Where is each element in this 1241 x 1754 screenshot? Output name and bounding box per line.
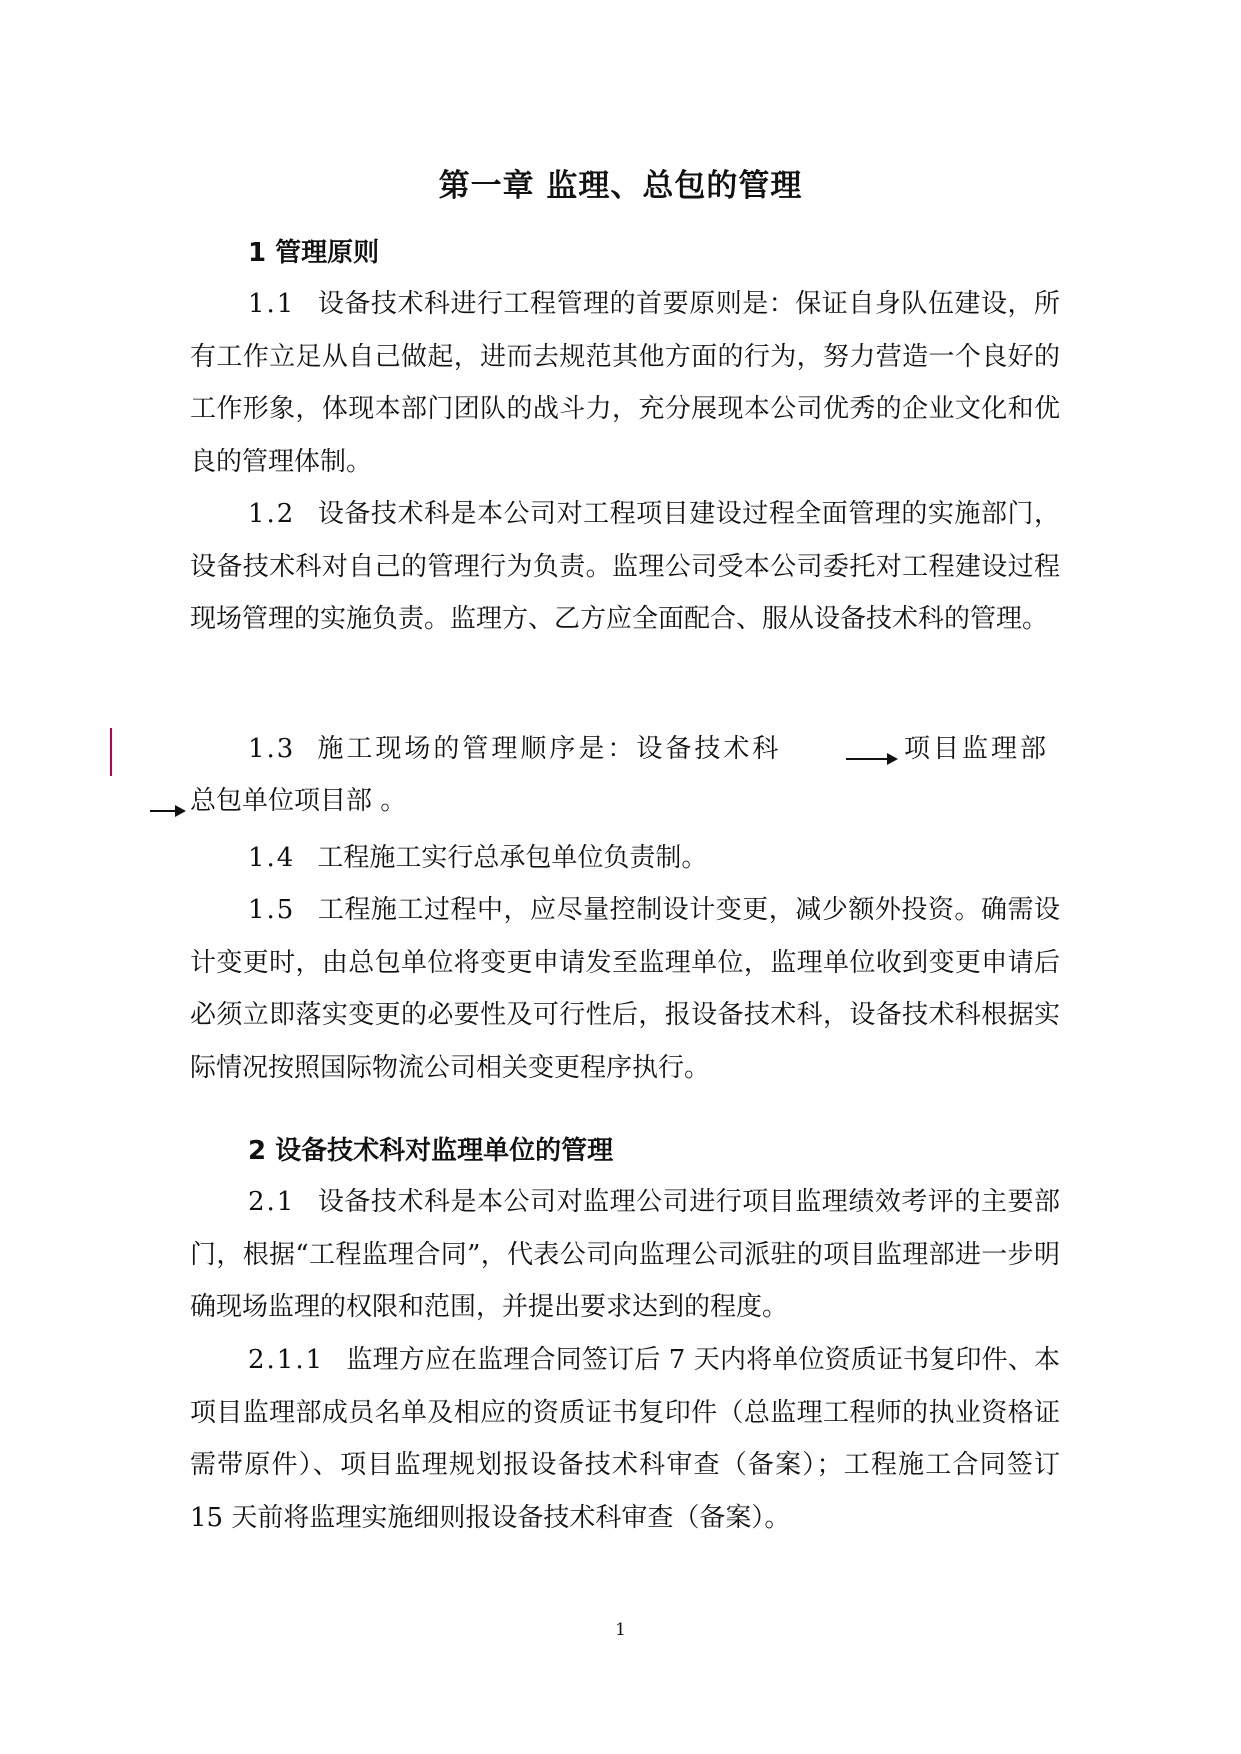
section-heading-2: 2 设备技术科对监理单位的管理 — [248, 1136, 614, 1166]
paragraph-1-5 — [190, 884, 1060, 1094]
paragraph-number: 2.1 — [248, 1187, 296, 1217]
paragraph-number: 1.2 — [248, 499, 296, 529]
chapter-title: 第一章 监理、总包的管理 — [438, 168, 803, 204]
paragraph-number: 1.3 — [248, 734, 296, 764]
paragraph-text: 工程施工实行总承包单位负责制。 — [317, 843, 708, 873]
paragraph-text: 设备技术科进行工程管理的首要原则是：保证自身队伍建设，所有工作立足从自己做起，进而去规范其他方面的行为，努力营造一个良好的工作形象，体现本部门团队的战斗力，充分展现本公司优秀的企业文化和优良的管理体制。 — [190, 289, 1060, 477]
revision-bar — [110, 728, 112, 776]
paragraph-1-1 — [190, 278, 1060, 488]
paragraph-text: 总包单位项目部 。 — [190, 786, 407, 816]
paragraph-2-1-1 — [190, 1334, 1060, 1544]
flow-arrow-icon — [846, 758, 896, 760]
paragraph-number: 1.5 — [248, 895, 296, 925]
page-number: 1 — [615, 1620, 626, 1640]
paragraph-text: 设备技术科是本公司对监理公司进行项目监理绩效考评的主要部门，根据“工程监理合同”，代表公司向监理公司派驻的项目监理部进一步明确现场监理的权限和范围，并提出要求达到的程度。 — [190, 1187, 1060, 1322]
paragraph-text: 施工现场的管理顺序是：设备技术科 — [317, 734, 782, 764]
paragraph-1-3-line-1 — [248, 728, 781, 765]
paragraph-1-4 — [190, 832, 1060, 885]
paragraph-number: 1.1 — [248, 289, 296, 319]
paragraph-text: 设备技术科是本公司对工程项目建设过程全面管理的实施部门，设备技术科对自己的管理行为负责。监理公司受本公司委托对工程建设过程现场管理的实施负责。监理方、乙方应全面配合、服从设备技术科的管理。 — [190, 499, 1060, 634]
paragraph-text: 项目监理部 — [904, 734, 1050, 764]
paragraph-1-2 — [190, 488, 1060, 646]
paragraph-text: 工程施工过程中，应尽量控制设计变更，减少额外投资。确需设计变更时，由总包单位将变更申请发至监理单位，监理单位收到变更申请后必须立即落实变更的必要性及可行性后，报设备技术科，设备技术科根据实际情况按照国际物流公司相关变更程序执行。 — [190, 895, 1060, 1083]
paragraph-text: 监理方应在监理合同签订后 7 天内将单位资质证书复印件、本项目监理部成员名单及相应的资质证书复印件（总监理工程师的执业资格证需带原件）、项目监理规划报设备技术科审查（备案）；工程施工合同签订 15 天前将监理实施细则报设备技术科审查（备案）。 — [190, 1345, 1060, 1533]
paragraph-number: 1.4 — [248, 843, 296, 873]
paragraph-number: 2.1.1 — [248, 1345, 325, 1375]
paragraph-2-1 — [190, 1176, 1060, 1334]
flow-arrow-icon — [150, 810, 184, 812]
section-heading-1: 1 管理原则 — [248, 238, 380, 268]
